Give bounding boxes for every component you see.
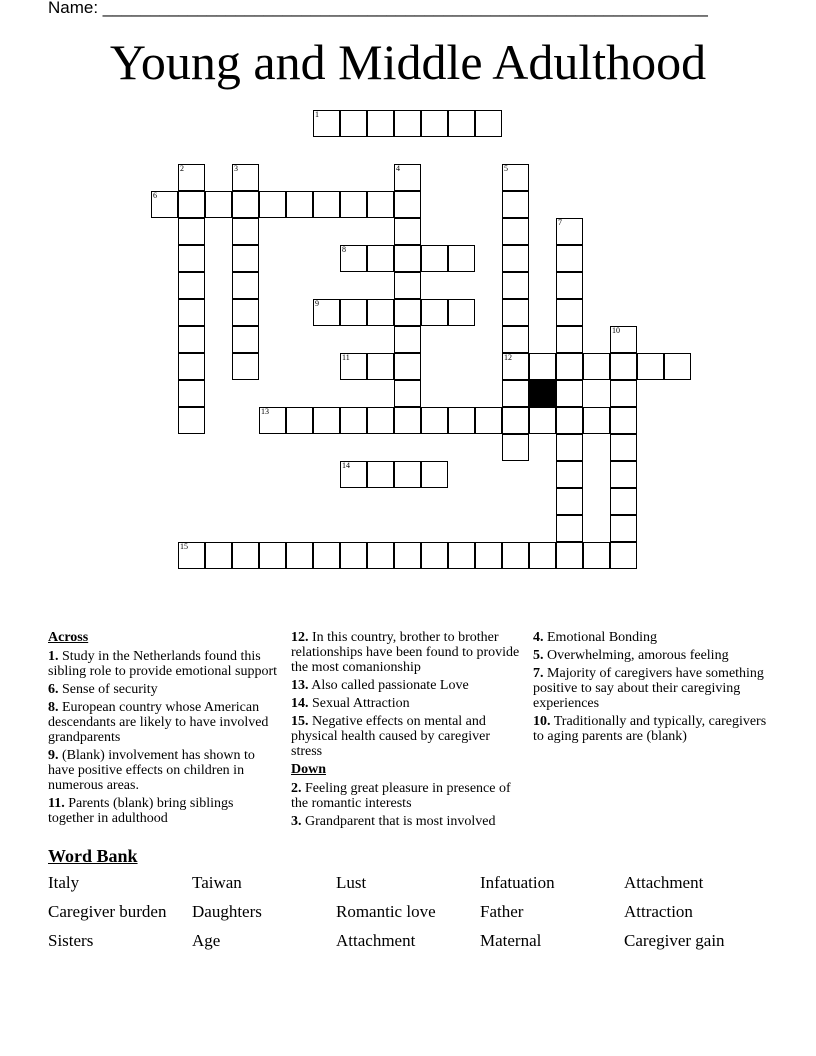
crossword-cell[interactable] [556,326,583,353]
crossword-cell[interactable] [367,407,394,434]
crossword-cell[interactable] [205,542,232,569]
crossword-cell[interactable] [151,191,178,218]
word-bank-item: Caregiver gain [624,931,725,950]
crossword-cell[interactable] [556,407,583,434]
crossword-cell[interactable] [232,218,259,245]
crossword-cell[interactable] [340,299,367,326]
clue-number: 8 [342,245,346,254]
clue-number: 14 [342,461,350,470]
crossword-cell[interactable] [259,191,286,218]
crossword-cell[interactable] [394,542,421,569]
crossword-cell[interactable] [259,542,286,569]
crossword-cell[interactable] [529,353,556,380]
crossword-cell[interactable] [475,110,502,137]
clue-number: 7 [558,218,562,227]
crossword-cell[interactable] [610,326,637,353]
word-bank-item: Age [192,931,221,950]
clue-number: 9 [315,299,319,308]
crossword-cell[interactable] [367,245,394,272]
crossword-cell[interactable] [286,407,313,434]
crossword-cell[interactable] [448,245,475,272]
crossword-cell[interactable] [583,407,610,434]
name-field[interactable]: Name: ________________________________________________________________ [48,0,708,17]
crossword-cell[interactable] [610,380,637,407]
crossword-cell[interactable] [232,191,259,218]
clue-number: 5 [504,164,508,173]
clue-column-2 [291,630,523,832]
clue-down-5: 5. Overwhelming, amorous feeling [533,648,729,663]
word-bank-item: Attachment [336,931,416,950]
crossword-cell[interactable] [502,542,529,569]
clue-across-15: 15. Negative effects on mental and physical health caused by caregiver stress [291,714,491,759]
crossword-cell[interactable] [232,326,259,353]
crossword-cell[interactable] [556,380,583,407]
crossword-cell[interactable] [394,191,421,218]
clue-across-6: 6. Sense of security [48,682,158,697]
crossword-cell[interactable] [502,353,529,380]
crossword-cell[interactable] [340,191,367,218]
word-bank-item: Lust [336,873,367,892]
crossword-cell[interactable] [232,245,259,272]
crossword-cell[interactable] [286,191,313,218]
crossword-cell[interactable] [421,245,448,272]
crossword-cell[interactable] [340,353,367,380]
word-bank-item: Attraction [624,902,693,921]
crossword-cell[interactable] [664,353,691,380]
crossword-cell[interactable] [394,218,421,245]
crossword-cell[interactable] [502,245,529,272]
crossword-cell[interactable] [502,380,529,407]
clue-number: 6 [153,191,157,200]
word-bank-item: Italy [48,873,80,892]
crossword-cell[interactable] [556,299,583,326]
crossword-cell[interactable] [421,407,448,434]
crossword-cell[interactable] [610,407,637,434]
crossword-cell[interactable] [178,326,205,353]
crossword-cell[interactable] [394,353,421,380]
crossword-cell[interactable] [178,380,205,407]
page-title: Young and Middle Adulthood [109,34,707,90]
crossword-cell[interactable] [529,407,556,434]
clue-number: 11 [342,353,350,362]
crossword-cell[interactable] [340,407,367,434]
clue-down-7: 7. Majority of caregivers have something positive to say about their caregiving experiences [533,666,764,711]
clue-number: 4 [396,164,400,173]
crossword-cell[interactable] [340,461,367,488]
crossword-cell[interactable] [205,191,232,218]
crossword-cell[interactable] [421,110,448,137]
crossword-cell[interactable] [286,542,313,569]
clue-down-4: 4. Emotional Bonding [533,630,658,645]
clue-column-1 [48,630,278,829]
clue-number: 3 [234,164,238,173]
crossword-cell[interactable] [394,272,421,299]
crossword-cell[interactable] [502,434,529,461]
crossword-cell[interactable] [394,164,421,191]
crossword-cell[interactable] [178,272,205,299]
crossword-cell[interactable] [232,353,259,380]
crossword-cell[interactable] [475,407,502,434]
crossword-cell[interactable] [313,191,340,218]
clue-number: 15 [180,542,188,551]
crossword-cell[interactable] [502,272,529,299]
crossword-cell[interactable] [583,353,610,380]
crossword-cell[interactable] [556,218,583,245]
down-heading: Down [291,762,327,777]
crossword-cell[interactable] [178,164,205,191]
clue-across-8: 8. European country whose American descendants are likely to have involved grandparents [48,700,269,745]
crossword-cell[interactable] [367,299,394,326]
crossword-cell[interactable] [502,191,529,218]
crossword-cell[interactable] [340,542,367,569]
crossword-cell[interactable] [502,407,529,434]
crossword-cell[interactable] [502,326,529,353]
crossword-cell[interactable] [556,461,583,488]
crossword-cell[interactable] [178,353,205,380]
word-bank-item: Romantic love [336,902,436,921]
crossword-cell[interactable] [502,218,529,245]
crossword-cell[interactable] [178,542,205,569]
crossword-cell[interactable] [394,407,421,434]
crossword-cell[interactable] [556,488,583,515]
crossword-cell[interactable] [178,191,205,218]
clue-across-1: 1. Study in the Netherlands found this sibling role to provide emotional support [48,649,278,679]
crossword-cell[interactable] [232,272,259,299]
crossword-cell[interactable] [556,272,583,299]
crossword-cell[interactable] [610,488,637,515]
crossword-cell[interactable] [448,542,475,569]
crossword-cell[interactable] [313,299,340,326]
crossword-cell[interactable] [313,407,340,434]
crossword-cell[interactable] [232,542,259,569]
crossword-cell[interactable] [178,407,205,434]
crossword-cell[interactable] [394,245,421,272]
crossword-cell[interactable] [583,542,610,569]
crossword-cell[interactable] [367,353,394,380]
clue-number: 12 [504,353,512,362]
clue-across-14: 14. Sexual Attraction [291,696,410,711]
word-bank-item: Attachment [624,873,704,892]
crossword-cell[interactable] [340,245,367,272]
crossword-cell[interactable] [502,299,529,326]
word-bank-item: Sisters [48,931,94,950]
clue-number: 2 [180,164,184,173]
crossword-cell[interactable] [367,542,394,569]
crossword-cell[interactable] [448,299,475,326]
crossword-cell[interactable] [394,461,421,488]
word-bank-item: Maternal [480,931,542,950]
crossword-cell[interactable] [610,434,637,461]
crossword-cell[interactable] [556,353,583,380]
crossword-cell[interactable] [610,542,637,569]
black-square [529,380,556,407]
clue-column-3 [533,630,773,747]
crossword-cell[interactable] [232,164,259,191]
clue-number: 1 [315,110,319,119]
clue-down-3: 3. Grandparent that is most involved [291,814,496,829]
crossword-cell[interactable] [178,218,205,245]
crossword-cell[interactable] [313,110,340,137]
clue-down-2: 2. Feeling great pleasure in presence of the romantic interests [291,781,511,811]
word-bank-item: Caregiver burden [48,902,167,921]
crossword-cell[interactable] [421,542,448,569]
crossword-cell[interactable] [367,110,394,137]
crossword-cell[interactable] [421,299,448,326]
word-bank-item: Daughters [192,902,262,921]
clue-across-12: 12. In this country, brother to brother relationships have been found to provide the most comanionship [291,630,520,675]
clue-across-13: 13. Also called passionate Love [291,678,469,693]
word-bank-item: Taiwan [192,873,242,892]
word-bank [48,872,788,951]
crossword-cell[interactable] [178,299,205,326]
crossword-cell[interactable] [556,515,583,542]
crossword-cell[interactable] [340,110,367,137]
crossword-cell[interactable] [610,461,637,488]
clue-down-10: 10. Traditionally and typically, caregivers to aging parents are (blank) [533,714,767,744]
crossword-cell[interactable] [610,515,637,542]
crossword-cell[interactable] [394,326,421,353]
clue-across-9: 9. (Blank) involvement has shown to have positive effects on children in numerous areas. [48,748,255,793]
crossword-cell[interactable] [259,407,286,434]
crossword-cell[interactable] [394,110,421,137]
word-bank-item: Infatuation [480,873,555,892]
crossword-cell[interactable] [475,542,502,569]
crossword-cell[interactable] [556,542,583,569]
crossword-cell[interactable] [556,245,583,272]
crossword-cell[interactable] [313,542,340,569]
word-bank-item: Father [480,902,524,921]
across-heading: Across [48,630,89,645]
crossword-cell[interactable] [502,164,529,191]
crossword-cell[interactable] [367,461,394,488]
crossword-cell[interactable] [394,299,421,326]
crossword-cell[interactable] [529,542,556,569]
crossword-cell[interactable] [610,353,637,380]
crossword-cell[interactable] [232,299,259,326]
clue-number: 10 [612,326,620,335]
crossword-cell[interactable] [394,380,421,407]
crossword-cell[interactable] [178,245,205,272]
clue-across-11: 11. Parents (blank) bring siblings together in adulthood [48,796,234,826]
crossword-cell[interactable] [556,434,583,461]
crossword-cell[interactable] [448,407,475,434]
clue-number: 13 [261,407,269,416]
crossword-cell[interactable] [421,461,448,488]
crossword-cell[interactable] [637,353,664,380]
crossword-cell[interactable] [448,110,475,137]
crossword-cell[interactable] [367,191,394,218]
word-bank-title: Word Bank [48,846,138,866]
